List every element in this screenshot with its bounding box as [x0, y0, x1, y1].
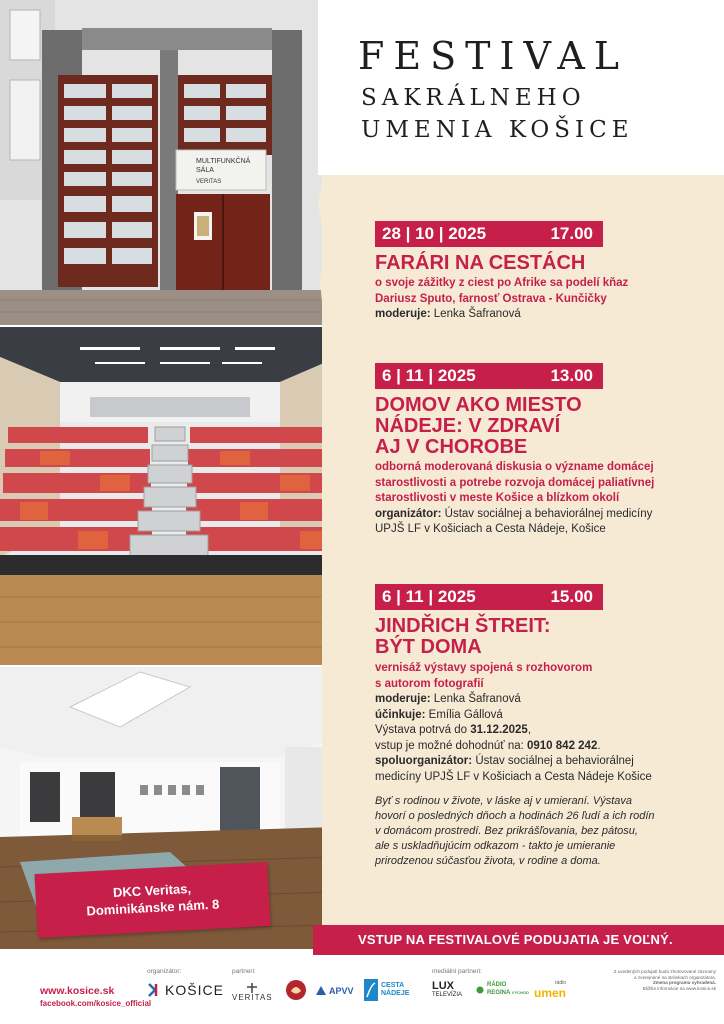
emblem-logo: [285, 979, 307, 1001]
description-line: vernisáž výstavy spojená s rozhovorom: [375, 662, 593, 674]
cesta-logo-line2: NÁDEJE: [381, 990, 410, 997]
event-date: 28 | 10 | 2025: [382, 224, 487, 243]
apvv-icon: [316, 985, 327, 996]
event-description: [375, 276, 715, 307]
description-line: starostlivosti a potrebe rozvoja domácej paliatívnej: [375, 476, 655, 489]
veritas-logo: [232, 983, 273, 1002]
contact-phone: [375, 739, 715, 755]
phone-text: vstup je možné dohodnúť na:: [375, 739, 527, 752]
phone-end: .: [597, 739, 601, 752]
event-description: [375, 661, 715, 692]
description-line: Dariusz Sputo, farnosť Ostrava - Kunčičky: [375, 292, 607, 305]
description-line: o svoje zážitky z ciest po Afrike sa podelí kňaz: [375, 277, 629, 289]
website-link[interactable]: www.kosice.sk: [40, 985, 115, 997]
date-badge: [375, 584, 603, 610]
organizer-label: organizátor:: [375, 507, 442, 520]
moderator-label: moderuje:: [375, 308, 431, 320]
event-moderator: [375, 692, 715, 708]
date-badge: [375, 363, 603, 389]
cesta-nadeje-logo: [364, 979, 409, 1001]
quote-line: Byť s rodinou v živote, v láske aj v umieraní. Výstava: [375, 795, 633, 807]
location-address: Dominikánske nám. 8: [86, 896, 220, 919]
event-title: FARÁRI NA CESTÁCH: [375, 252, 586, 274]
performer-name: Emília Gállová: [425, 708, 503, 721]
cesta-logo-line1: CESTA: [381, 982, 405, 989]
umen-logo-line1: rádio: [554, 980, 567, 986]
lux-logo: [432, 980, 462, 998]
fine-print-line: Zmena programu vyhradená.: [652, 980, 716, 986]
kosice-emblem-icon: [147, 982, 163, 998]
exhibition-duration: [375, 723, 715, 739]
fine-print-line: a zverejnené na stránkach organizátora.: [634, 974, 716, 980]
footer: [0, 955, 724, 1024]
event-2: [375, 363, 715, 538]
header-subtitle-2: UMENIA KOŠICE: [361, 117, 634, 143]
festival-header: [318, 0, 724, 175]
moderator-name: Lenka Šafranová: [430, 693, 521, 705]
location-venue: DKC Veritas,: [112, 880, 192, 901]
event-time: 15.00: [550, 587, 593, 606]
organizer-caption: organizátor:: [147, 968, 182, 975]
radio-logo-line1: RÁDIO: [487, 982, 507, 988]
event-moderator: [375, 307, 715, 323]
media-partners-caption: mediálni partneri:: [432, 968, 482, 975]
free-entry-banner: VSTUP NA FESTIVALOVÉ PODUJATIA JE VOĽNÝ.: [313, 925, 724, 955]
round-emblem-icon: [285, 979, 307, 1001]
event-description: [375, 460, 715, 507]
location-badge: [34, 862, 270, 938]
coorganizer-line: Ústav sociálnej a behaviorálnej: [472, 755, 634, 767]
facebook-link[interactable]: facebook.com/kosice_official: [40, 999, 152, 1008]
organizer-line: Ústav sociálnej a behaviorálnej medicíny: [441, 507, 653, 520]
event-1: [375, 221, 715, 323]
moderator-label: moderuje:: [375, 693, 431, 705]
event-performer: [375, 708, 715, 724]
radio-logo-line2: REGINA: [487, 990, 511, 996]
umen-logo-line2: umen: [534, 986, 567, 1000]
event-title: [375, 395, 715, 458]
header-subtitle-1: SAKRÁLNEHO: [361, 85, 586, 111]
fine-print-line: Bližšie informácie na www.kosice.sk: [642, 985, 716, 991]
radio-umen-logo: [534, 980, 566, 1000]
title-line: BÝT DOMA: [375, 636, 482, 658]
title-line: DOMOV AKO MIESTO: [375, 394, 582, 416]
sign-line1: MULTIFUNKČNÁ: [196, 158, 251, 165]
veritas-cross-icon: [245, 983, 259, 993]
description-line: starostlivosti v meste Košice a blízkom okolí: [375, 492, 620, 504]
coorganizer-label: spoluorganizátor:: [375, 755, 473, 767]
quote-line: hovorí o posledných dňoch a hodinách 26 ľudí a ich rodín: [375, 810, 655, 822]
moderator-name: Lenka Šafranová: [430, 308, 521, 320]
title-line: AJ V CHOROBE: [375, 436, 528, 458]
lux-logo-line1: LUX: [432, 980, 454, 992]
date-badge: [375, 221, 603, 247]
quote-line: prirodzenou súčasťou života, v rodine a doma.: [375, 855, 601, 867]
sign-line2: SÁLA: [196, 167, 214, 174]
event-time: 13.00: [550, 366, 593, 385]
event-date: 6 | 11 | 2025: [382, 366, 476, 385]
description-line: s autorom fotografií: [375, 677, 484, 690]
sign-line3: VERITAS: [196, 179, 222, 185]
footer-links: [40, 985, 151, 1010]
performer-label: účinkuje:: [375, 708, 426, 721]
event-title: [375, 616, 715, 658]
event-3: [375, 584, 715, 869]
kosice-logo-text: KOŠICE: [165, 982, 224, 998]
radio-regina-logo: [476, 982, 529, 997]
duration-date: 31.12.2025: [470, 724, 528, 736]
kosice-logo: [147, 982, 224, 998]
description-line: odborná moderovaná diskusia o význame domácej: [375, 461, 654, 473]
fine-print-line: Z uvedených podujatí budú zhotovované záznamy: [613, 969, 716, 974]
phone-number: 0910 842 242: [527, 739, 598, 752]
apvv-logo: [316, 985, 354, 996]
exhibition-quote: [375, 794, 675, 869]
event-coorganizer: [375, 754, 715, 770]
auditorium-photo: [0, 327, 338, 665]
event-organizer: [375, 507, 715, 523]
title-line: NÁDEJE: V ZDRAVÍ: [375, 415, 561, 437]
event-date: 6 | 11 | 2025: [382, 587, 476, 606]
event-time: 17.00: [550, 224, 593, 243]
duration-text: Výstava potrvá do: [375, 724, 471, 736]
veritas-logo-text: VERITAS: [232, 993, 273, 1002]
quote-line: v domácom prostredí. Bez prikrášľovania, bez pátosu,: [375, 825, 638, 837]
partners-caption: partneri:: [232, 968, 256, 975]
title-line: JINDŘICH ŠTREIT:: [375, 615, 551, 637]
building-illustration: [0, 0, 330, 325]
footer-fine-print: [596, 969, 716, 991]
cesta-nadeje-icon: [364, 979, 378, 1001]
header-title: FESTIVAL: [358, 34, 629, 78]
lux-logo-line2: TELEVÍZIA: [432, 992, 463, 998]
apvv-logo-text: APVV: [329, 985, 354, 996]
building-photo: [0, 0, 330, 325]
coorganizer-line: medicíny UPJŠ LF v Košiciach a Cesta Nádeje Košice: [375, 770, 652, 783]
radio-logo-line3: VÝCHOD: [511, 990, 529, 995]
radio-regina-icon: [476, 986, 484, 994]
quote-line: ale s uskladňujúcim odkazom - takto je umieranie: [375, 840, 616, 852]
auditorium-illustration: [0, 327, 338, 665]
organizer-line: UPJŠ LF v Košiciach a Cesta Nádeje, Košice: [375, 523, 606, 535]
duration-end: ,: [527, 724, 532, 736]
